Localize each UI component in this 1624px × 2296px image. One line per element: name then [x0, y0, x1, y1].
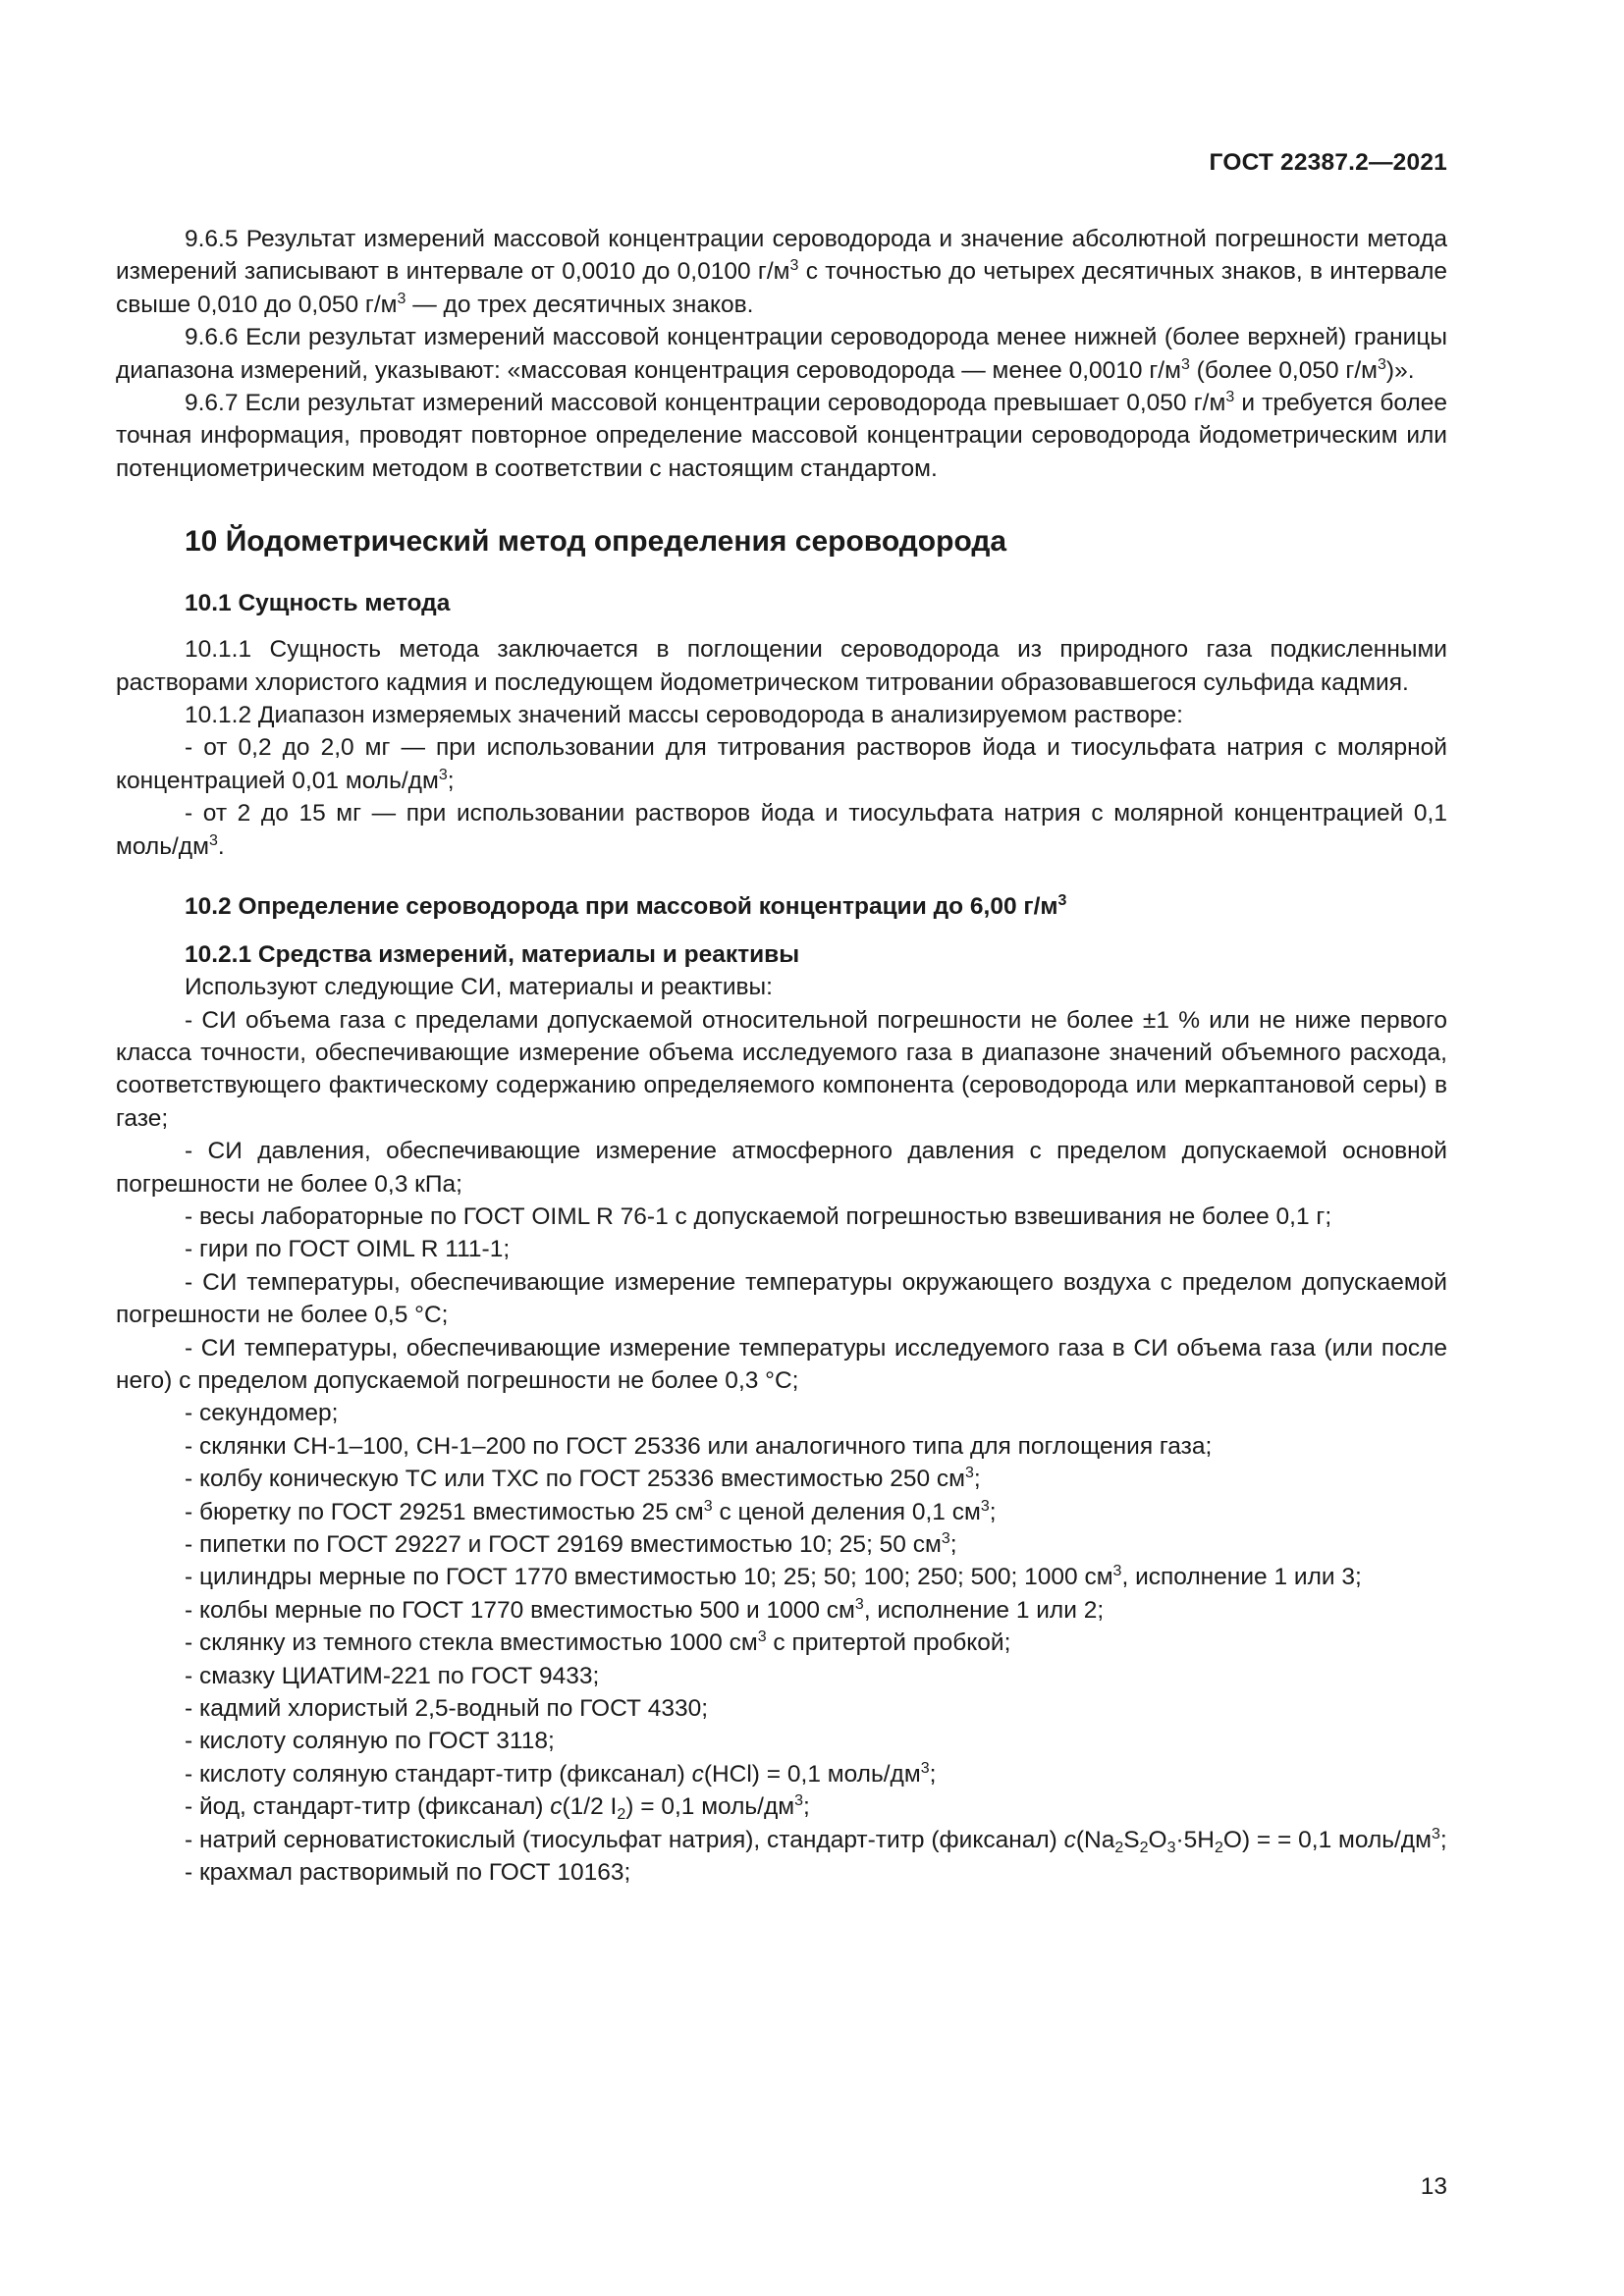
list-item: - смазку ЦИАТИМ-221 по ГОСТ 9433;: [185, 1662, 600, 1689]
list-item: - бюретку по ГОСТ 29251 вместимостью 25 $см^3$ с ценой деления 0,1 $см^3$;: [185, 1497, 997, 1525]
paragraph-9-6-6: 9.6.6 Если результат измерений массовой концентрации сероводорода менее нижней (более верхней) границы диапазона измерений, указывают: «массовая концентрация сероводорода — менее 0,0010 $г/м^3$ (более 0,050 $г/м^3$)».: [116, 324, 1447, 384]
subsection-10-1-title: 10.1 Сущность метода: [185, 590, 451, 617]
list-item: - кадмий хлористый 2,5-водный по ГОСТ 4330;: [185, 1695, 709, 1723]
subsection-10-2-title: 10.2 Определение сероводорода при массовой концентрации до 6,00 $г/м^3$: [185, 892, 1067, 921]
list-item: - крахмал растворимый по ГОСТ 10163;: [185, 1859, 631, 1887]
document-page: [116, 0, 1447, 2296]
list-item: - СИ температуры, обеспечивающие измерение температуры исследуемого газа в СИ объема газа (или после него) с пределом допускаемой погрешности не более 0,3 °С;: [116, 1334, 1447, 1394]
list-item: - гири по ГОСТ OIML R 111-1;: [185, 1236, 511, 1263]
list-item: - секундомер;: [185, 1400, 339, 1427]
list-item: - СИ температуры, обеспечивающие измерение температуры окружающего воздуха с пределом допускаемой погрешности не более 0,5 °С;: [116, 1268, 1447, 1329]
list-item: - кислоту соляную по ГОСТ 3118;: [185, 1728, 555, 1755]
range-item-1: - от 0,2 до 2,0 мг — при использовании для титрования растворов йода и тиосульфата натрия с молярной концентрацией 0,01 моль/$дм^3$;: [116, 734, 1447, 794]
materials-intro: Используют следующие СИ, материалы и реактивы:: [185, 974, 773, 1001]
list-item: - цилиндры мерные по ГОСТ 1770 вместимостью 10; 25; 50; 100; 250; 500; 1000 $см^3$, исполнение 1 или 3;: [185, 1563, 1362, 1591]
list-item: - колбу коническую ТС или ТХС по ГОСТ 25336 вместимостью 250 $см^3$;: [185, 1465, 981, 1493]
list-item: - колбы мерные по ГОСТ 1770 вместимостью 500 и 1000 $см^3$, исполнение 1 или 2;: [185, 1595, 1105, 1624]
paragraph-9-6-7: 9.6.7 Если результат измерений массовой концентрации сероводорода превышает 0,050 $г/м^3$ и требуется более точная информация, проводят повторное определение массовой концентрации сероводорода йодометрическим или потенциометрическим методом в соответствии с настоящим стандартом.: [116, 389, 1447, 482]
list-item: - кислоту соляную стандарт-титр (фиксанал) c(HCl) = 0,1 моль/$дм^3$;: [185, 1759, 937, 1788]
list-item: - йод, стандарт-титр (фиксанал) c(1/2 $I_2) = 0,1$ моль/$дм^3$;: [185, 1792, 810, 1824]
list-item: - натрий серноватистокислый (тиосульфат натрия), стандарт-титр (фиксанал) $c(Na_2S_2O_3\cdot 5H_2O)$ = = 0,1 моль/$дм^3$;: [185, 1825, 1447, 1856]
document-code-header: ГОСТ 22387.2—2021: [1209, 149, 1447, 176]
subsection-10-2-1-title: 10.2.1 Средства измерений, материалы и реактивы: [185, 941, 800, 969]
list-item: - склянку из темного стекла вместимостью 1000 $см^3$ с притертой пробкой;: [185, 1629, 1011, 1657]
list-item: - СИ давления, обеспечивающие измерение атмосферного давления с пределом допускаемой основной погрешности не более 0,3 кПа;: [116, 1138, 1447, 1198]
paragraph-10-1-2: 10.1.2 Диапазон измеряемых значений массы сероводорода в анализируемом растворе:: [185, 702, 1183, 729]
list-item: - СИ объема газа с пределами допускаемой относительной погрешности не более ±1 % или не ниже первого класса точности, обеспечивающие измерение объема исследуемого газа в диапазоне значений объемного расхода, соответствующего фактическому содержанию определяемого компонента (сероводорода или меркаптановой серы) в газе;: [116, 1006, 1447, 1132]
paragraph-9-6-5: 9.6.5 Результат измерений массовой концентрации сероводорода и значение абсолютной погрешности метода измерений записывают в интервале от 0,0010 до 0,0100 $г/м^3$ с точностью до четырех десятичных знаков, в интервале свыше 0,010 до 0,050 $г/м^3$ — до трех десятичных знаков.: [116, 226, 1448, 318]
list-item: - пипетки по ГОСТ 29227 и ГОСТ 29169 вместимостью 10; 25; 50 $см^3$;: [185, 1530, 957, 1558]
list-item: - весы лабораторные по ГОСТ OIML R 76-1 с допускаемой погрешностью взвешивания не более 0,1 г;: [185, 1202, 1332, 1230]
page-number: 13: [1420, 2173, 1447, 2200]
list-item: - склянки СН-1–100, СН-1–200 по ГОСТ 25336 или аналогичного типа для поглощения газа;: [185, 1432, 1213, 1460]
range-item-2: - от 2 до 15 мг — при использовании растворов йода и тиосульфата натрия с молярной концентрацией 0,1 моль/$дм^3$.: [116, 800, 1447, 860]
paragraph-10-1-1: 10.1.1 Сущность метода заключается в поглощении сероводорода из природного газа подкисленными растворами хлористого кадмия и последующем йодометрическом титровании образовавшегося сульфида кадмия.: [116, 636, 1447, 696]
document-body: [116, 223, 1447, 1889]
section-10-title: 10 Йодометрический метод определения сероводорода: [185, 525, 1007, 559]
